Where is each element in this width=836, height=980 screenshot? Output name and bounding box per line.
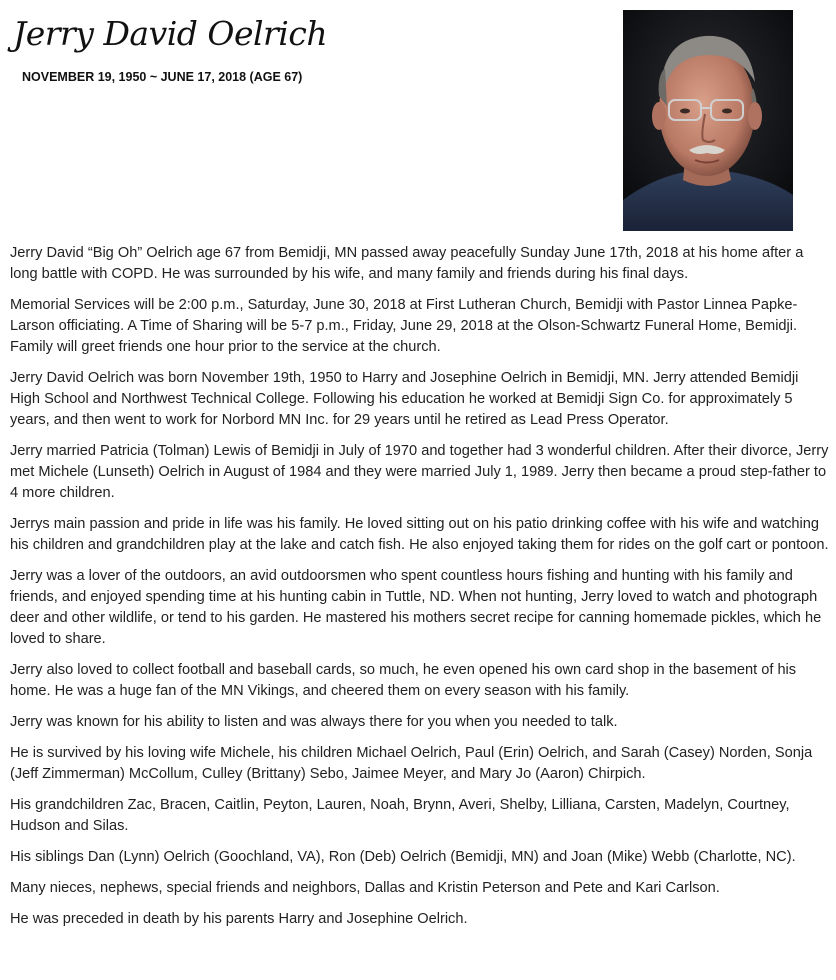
paragraph-services: Memorial Services will be 2:00 p.m., Saturday, June 30, 2018 at First Lutheran Church, Bemidji with Pastor Linnea Papke-Larson officiating. A Time of Sharing will be 5-7 p.m., Friday, June 29, 2018 at the Olson-Schwartz Funeral Home, Bemidji. Family will greet friends one hour prior to the service at the church. — [10, 297, 798, 355]
paragraph-grandchildren: His grandchildren Zac, Bracen, Caitlin, Peyton, Lauren, Noah, Brynn, Averi, Shelby, Lilliana, Carsten, Madelyn, Courtney, Hudson and Silas. — [10, 797, 790, 834]
life-dates: NOVEMBER 19, 1950 ~ JUNE 17, 2018 (AGE 67) — [22, 70, 303, 84]
paragraph-marriage: Jerry married Patricia (Tolman) Lewis of Bemidji in July of 1970 and together had 3 wonderful children. After their divorce, Jerry met Michele (Lunseth) Oelrich in August of 1984 and they were married July 1, 1989. Jerry then became a proud step-father to 4 more children. — [10, 443, 829, 501]
paragraph-biography: Jerry David Oelrich was born November 19th, 1950 to Harry and Josephine Oelrich in Bemidji, MN. Jerry attended Bemidji High School and Northwest Technical College. Following his education he worked at Bemidji Sign Co. for approximately 5 years, and then went to work for Norbord MN Inc. for 29 years until he retired as Lead Press Operator. — [10, 370, 799, 428]
paragraph-announcement: Jerry David “Big Oh” Oelrich age 67 from Bemidji, MN passed away peacefully Sunday June 17th, 2018 at his home after a long battle with COPD. He was surrounded by his wife, and many family and friends during his final days. — [10, 245, 804, 282]
paragraph-character: Jerry was known for his ability to listen and was always there for you when you needed to talk. — [10, 714, 618, 730]
obituary-header — [0, 0, 836, 236]
paragraph-siblings: His siblings Dan (Lynn) Oelrich (Goochland, VA), Ron (Deb) Oelrich (Bemidji, MN) and Joan (Mike) Webb (Charlotte, NC). — [10, 849, 796, 865]
obituary-body — [10, 243, 832, 940]
paragraph-outdoors: Jerry was a lover of the outdoors, an avid outdoorsmen who spent countless hours fishing and hunting with his family and friends, and enjoyed spending time at his hunting cabin in Tuttle, ND. When not hunting, Jerry loved to watch and photograph deer and other wildlife, or tend to his garden. He mastered his mothers secret recipe for canning homemade pickles, which he loved to share. — [10, 568, 822, 647]
paragraph-preceded: He was preceded in death by his parents Harry and Josephine Oelrich. — [10, 911, 468, 927]
paragraph-hobbies: Jerry also loved to collect football and baseball cards, so much, he even opened his own card shop in the basement of his home. He was a huge fan of the MN Vikings, and cheered them on every season with his family. — [10, 662, 797, 699]
paragraph-friends: Many nieces, nephews, special friends and neighbors, Dallas and Kristin Peterson and Pete and Kari Carlson. — [10, 880, 720, 896]
portrait-photo — [623, 10, 793, 231]
page-title: Jerry David Oelrich — [13, 14, 328, 53]
paragraph-survivors: He is survived by his loving wife Michele, his children Michael Oelrich, Paul (Erin) Oelrich, and Sarah (Casey) Norden, Sonja (Jeff Zimmerman) McCollum, Culley (Brittany) Sebo, Jaimee Meyer, and Mary Jo (Aaron) Chirpich. — [10, 745, 813, 782]
paragraph-family: Jerrys main passion and pride in life was his family. He loved sitting out on his patio drinking coffee with his wife and watching his children and grandchildren play at the lake and catch fish. He also enjoyed taking them for rides on the golf cart or pontoon. — [10, 516, 829, 553]
